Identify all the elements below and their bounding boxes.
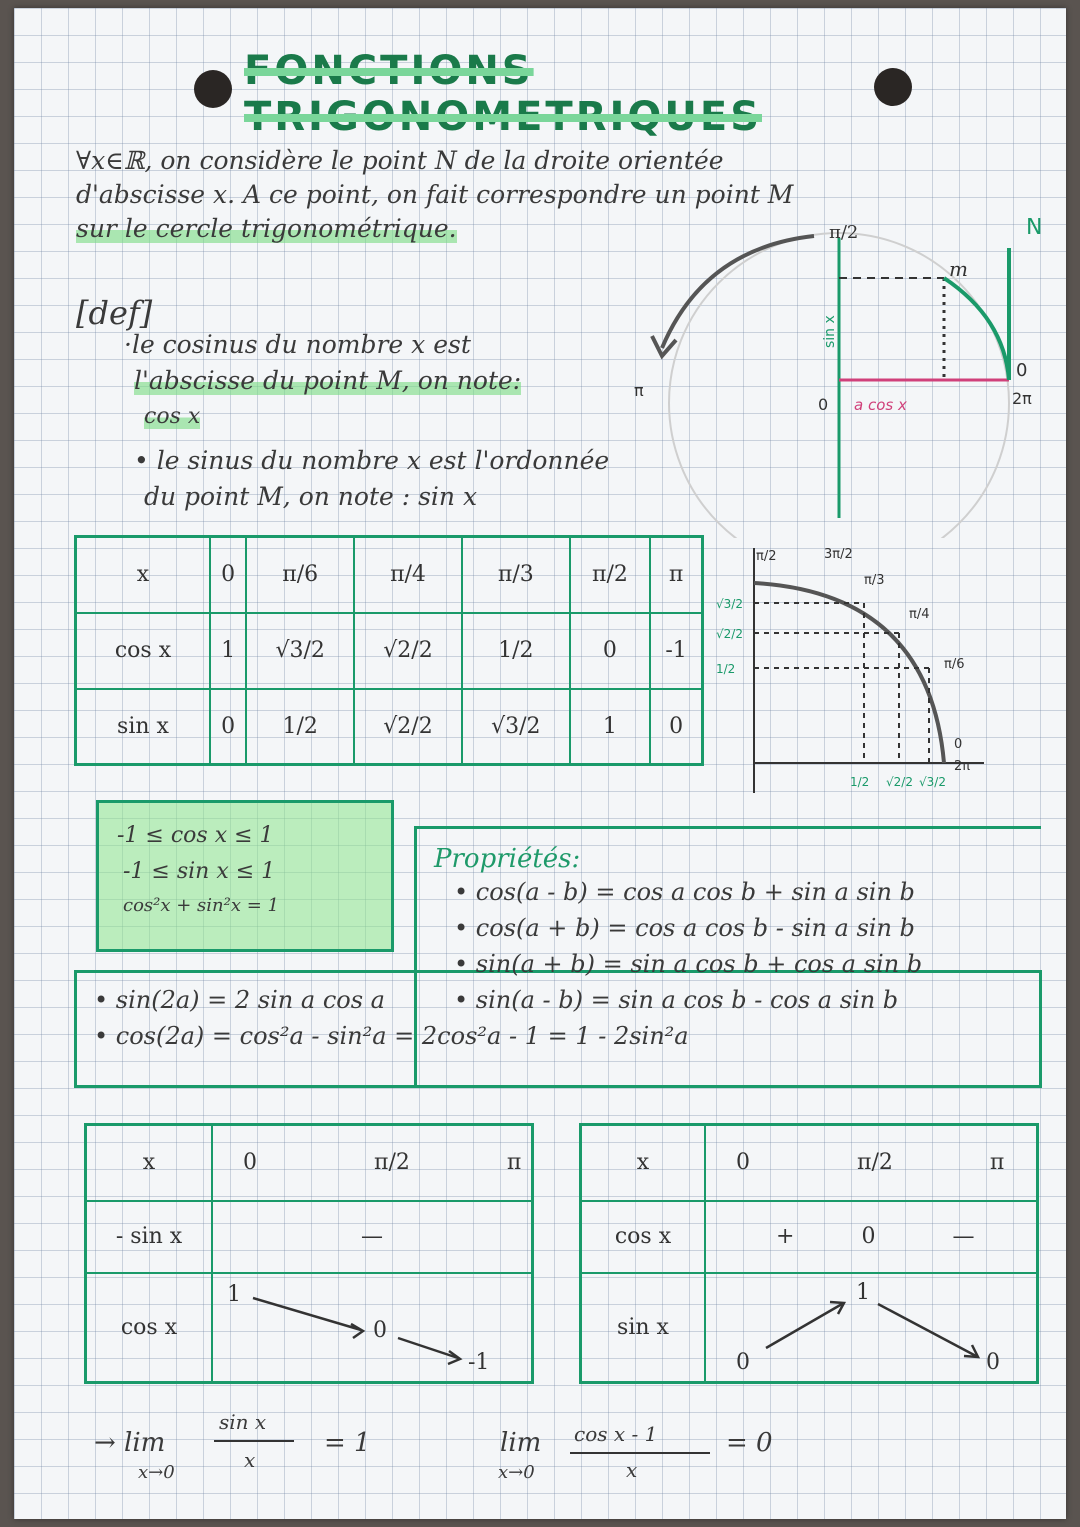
cell-cos-pi3: 1/2 [462, 613, 570, 689]
cell-sin-pi6: 1/2 [246, 689, 354, 765]
v2-deriv-label: cos x [581, 1201, 706, 1273]
properties-title: Propriétés: [434, 844, 581, 874]
page-title: FONCTIONS TRIGONOMETRIQUES [244, 48, 762, 140]
v1-x-label: x [86, 1125, 213, 1201]
q-xl-3: √3/2 [919, 775, 946, 789]
prop-cos-double: • cos(2a) = cos²a - sin²a = 2cos²a - 1 = 1 - 2sin²a [94, 1022, 689, 1050]
v1-val-1: 1 [227, 1281, 241, 1307]
limit-1-sub: x→0 [138, 1462, 175, 1483]
v2-signs [705, 1201, 1038, 1273]
q-angle-3pi2: 3π/2 [824, 547, 853, 562]
notebook-page [14, 8, 1066, 1519]
v1-sign: — [212, 1201, 533, 1273]
v2-plus: + [776, 1224, 795, 1249]
trig-circle-diagram [614, 218, 1064, 538]
label-m: m [949, 257, 968, 281]
intro-line-3: sur le cercle trigonométrique. [76, 214, 457, 243]
cell-cos-pi2: 0 [570, 613, 650, 689]
v2-fn-label: sin x [581, 1273, 706, 1383]
v2-x-label: x [581, 1125, 706, 1201]
v2-arrow-1 [766, 1304, 842, 1348]
q-angle-pi2: π/2 [756, 549, 777, 564]
cell-x-pi4: π/4 [354, 537, 462, 613]
limit-1-bar [214, 1440, 294, 1442]
cell-x-pi: π [650, 537, 702, 613]
cell-sin-pi4: √2/2 [354, 689, 462, 765]
limit-2-eq: = 0 [726, 1428, 773, 1458]
prop-sin-minus: • sin(a - b) = sin a cos b - cos a sin b [454, 986, 899, 1014]
cell-cos-pi6: √3/2 [246, 613, 354, 689]
q-angle-pi4: π/4 [909, 607, 930, 622]
v1-val-2: 0 [373, 1317, 387, 1343]
v2-arrows [706, 1274, 1026, 1384]
cell-sin-pi2: 1 [570, 689, 650, 765]
cell-x-0: 0 [210, 537, 246, 613]
label-zero: 0 [1016, 360, 1028, 381]
def-tag: [def] [76, 294, 153, 332]
v1-variation-cell [212, 1273, 533, 1383]
v1-fn-label: cos x [86, 1273, 213, 1383]
v1-xend: π [506, 1150, 522, 1176]
label-two-pi: 2π [1012, 389, 1032, 408]
v2-x-values [705, 1125, 1038, 1201]
q-yl-2: √2/2 [716, 627, 743, 641]
variation-table-cos [84, 1123, 534, 1384]
v2-val-3: 0 [986, 1349, 1000, 1375]
limit-2-sub: x→0 [498, 1462, 535, 1483]
limit-2-num: cos x - 1 [574, 1422, 658, 1446]
q-yl-1: √3/2 [716, 597, 743, 611]
cell-sin-pi: 0 [650, 689, 702, 765]
v1-arrow-1 [253, 1298, 361, 1330]
q-xl-1: 1/2 [850, 775, 870, 789]
limit-1-lim: → lim [94, 1428, 166, 1458]
v2-val-2: 1 [856, 1279, 870, 1305]
ineq-pythag: cos²x + sin²x = 1 [123, 895, 279, 916]
cell-cos-pi4: √2/2 [354, 613, 462, 689]
limit-1-num: sin x [219, 1410, 267, 1434]
v1-x0: 0 [243, 1150, 257, 1176]
label-pi-over-2: π/2 [829, 222, 859, 243]
label-sin: sin x [822, 315, 838, 348]
cell-sin-0: 0 [210, 689, 246, 765]
row-cos-label: cos x [76, 613, 211, 689]
def-cos-line-3: cos x [144, 404, 201, 429]
prop-cos-minus: • cos(a - b) = cos a cos b + sin a sin b [454, 878, 915, 906]
limit-1-den: x [244, 1448, 256, 1472]
q-angle-pi3: π/3 [864, 573, 885, 588]
limit-2-lim: lim [500, 1428, 542, 1458]
v2-val-1: 0 [736, 1349, 750, 1375]
arc-m [944, 278, 1009, 380]
v1-arrow-head-1 [351, 1324, 363, 1338]
def-sin-line-2: du point M, on note : sin x [144, 482, 478, 511]
v1-xmid: π/2 [374, 1150, 410, 1176]
q-angle-2pi: 2π [954, 759, 971, 774]
label-cos: a cos x [854, 396, 907, 414]
q-angle-pi6: π/6 [944, 657, 965, 672]
limit-2-den: x [626, 1458, 638, 1482]
v1-arrow-2 [398, 1338, 458, 1358]
def-sin-line-1: • le sinus du nombre x est l'ordonnée [134, 446, 610, 475]
q-yl-3: 1/2 [716, 662, 736, 676]
v2-arrow-2 [878, 1304, 976, 1356]
v1-deriv-label: - sin x [86, 1201, 213, 1273]
variation-table-sin [579, 1123, 1039, 1384]
v2-variation-cell [705, 1273, 1038, 1383]
q-xl-2: √2/2 [886, 775, 913, 789]
trig-values-table [74, 535, 704, 766]
row-sin-label: sin x [76, 689, 211, 765]
prop-cos-plus: • cos(a + b) = cos a cos b - sin a sin b [454, 914, 915, 942]
v2-x0: 0 [736, 1150, 750, 1176]
v1-x-values [212, 1125, 533, 1201]
prop-sin-plus: • sin(a + b) = sin a cos b + cos a sin b [454, 950, 923, 978]
quarter-circle-diagram [714, 538, 1004, 798]
cell-cos-pi: -1 [650, 613, 702, 689]
ineq-cos: -1 ≤ cos x ≤ 1 [117, 823, 274, 848]
def-cos-line-2: l'abscisse du point M, on note: [134, 366, 522, 395]
label-origin: 0 [818, 395, 829, 414]
q-angle-0: 0 [954, 737, 963, 752]
v1-val-3: -1 [468, 1349, 490, 1375]
v2-zero: 0 [861, 1224, 876, 1249]
intro-line-2: d'abscisse x. A ce point, on fait correspondre un point M [76, 180, 794, 209]
v1-arrows [213, 1274, 523, 1384]
v2-xmid: π/2 [857, 1150, 893, 1176]
inequalities-box [96, 800, 394, 952]
limit-1-eq: = 1 [324, 1428, 371, 1458]
cell-cos-0: 1 [210, 613, 246, 689]
v2-minus: — [952, 1224, 975, 1249]
v2-xend: π [989, 1150, 1005, 1176]
label-n: N [1026, 218, 1043, 240]
intro-line-1: ∀x∈ℝ, on considère le point N de la droite orientée [76, 146, 724, 175]
row-x-label: x [76, 537, 211, 613]
cell-x-pi3: π/3 [462, 537, 570, 613]
label-pi: π [634, 381, 644, 400]
limit-2-bar [570, 1452, 710, 1454]
cell-x-pi6: π/6 [246, 537, 354, 613]
cell-sin-pi3: √3/2 [462, 689, 570, 765]
ineq-sin: -1 ≤ sin x ≤ 1 [123, 859, 276, 884]
def-cos-line-1: ·le cosinus du nombre x est [124, 330, 471, 359]
binder-hole-left [194, 70, 232, 108]
cell-x-pi2: π/2 [570, 537, 650, 613]
prop-sin-double: • sin(2a) = 2 sin a cos a [94, 986, 385, 1014]
